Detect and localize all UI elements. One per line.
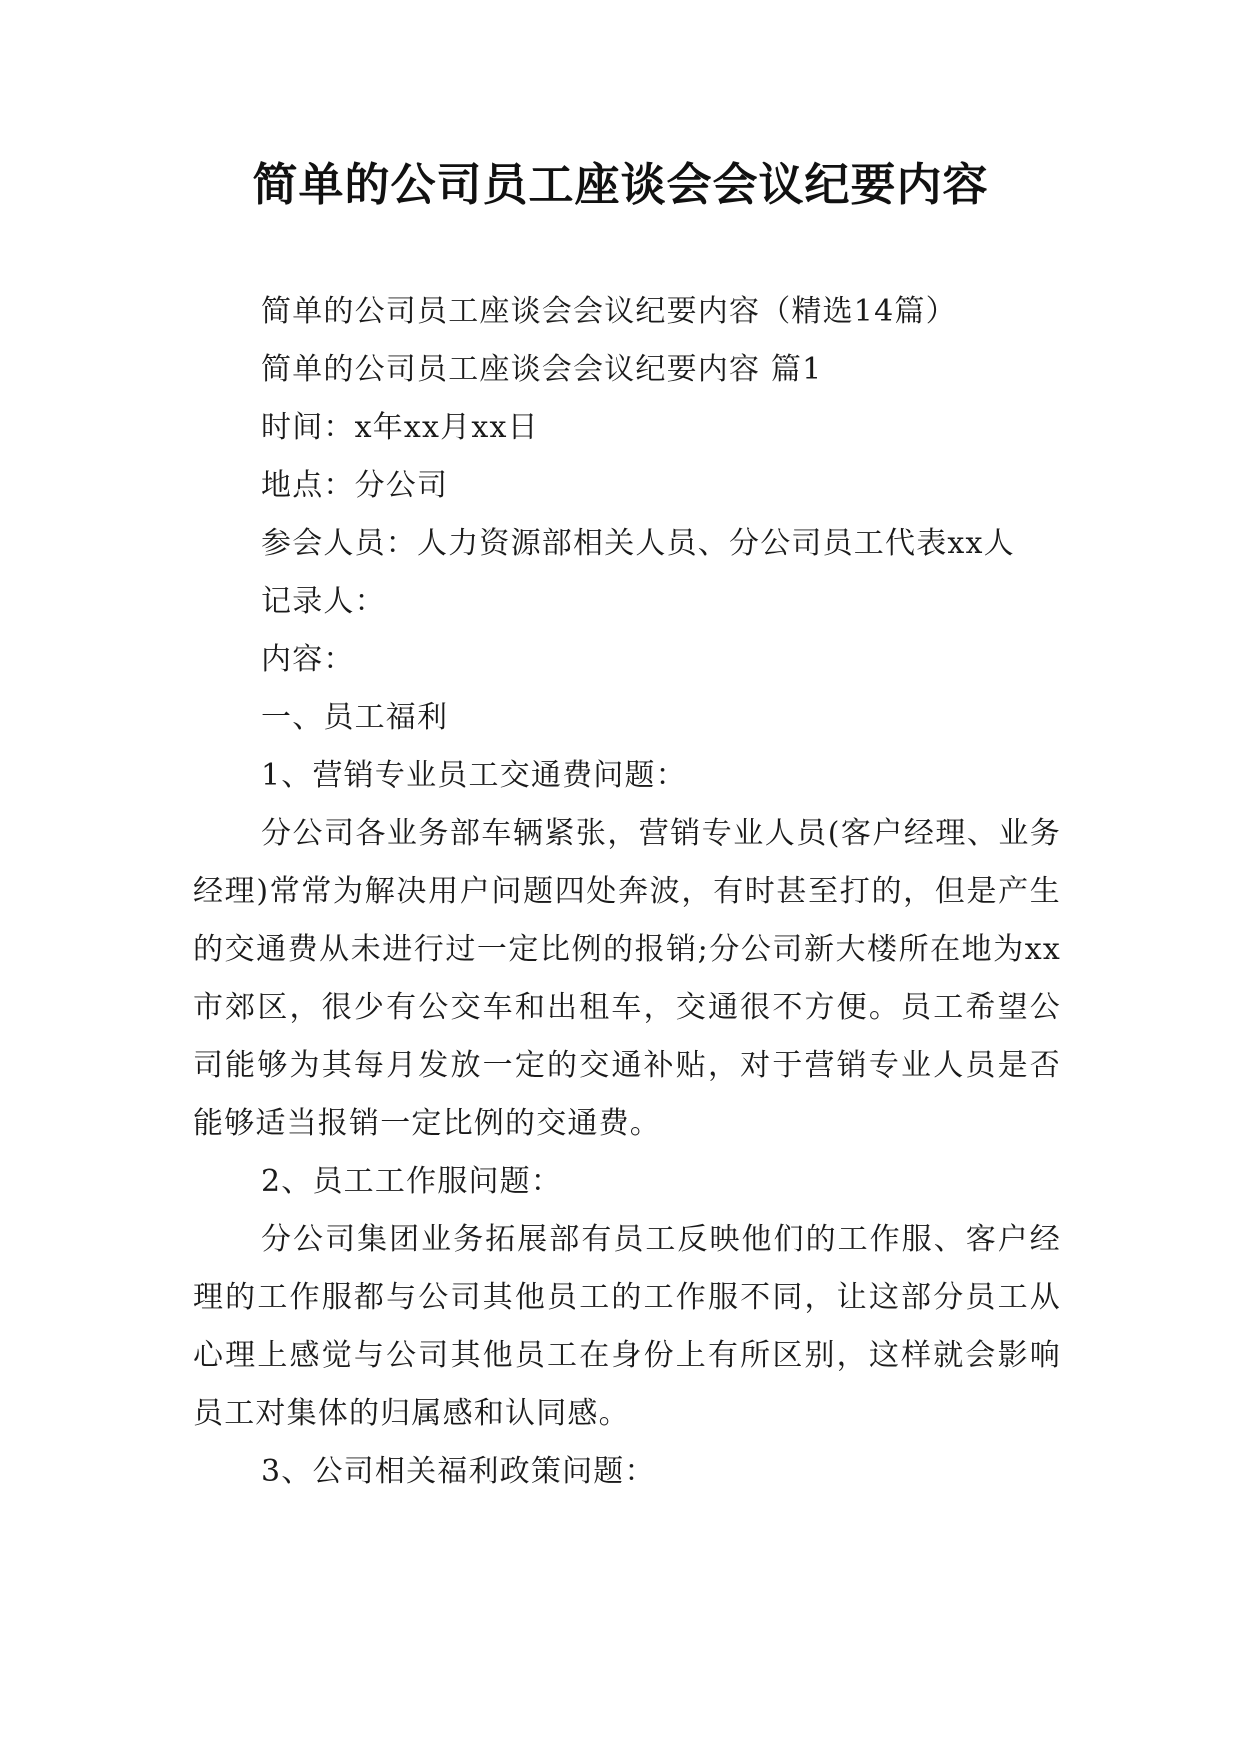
paragraph-item-1-title: 1、营销专业员工交通费问题： — [261, 758, 687, 793]
paragraph-time: 时间：x年xx月xx日 — [261, 410, 539, 445]
paragraph-item-1-body: 分公司各业务部车辆紧张，营销专业人员(客户经理、业务经理)常常为解决用户问题四处奔波，有时甚至打的，但是产生的交通费从未进行过一定比例的报销;分公司新大楼所在地为xx市郊区，很少有公交车和出租车，交通很不方便。员工希望公司能够为其每月发放一定的交通补贴，对于营销专业人员是否能够适当报销一定比例的交通费。 — [193, 816, 1061, 1141]
paragraph-location: 地点：分公司 — [261, 468, 449, 503]
paragraph-subtitle: 简单的公司员工座谈会会议纪要内容（精选14篇） — [261, 294, 957, 329]
paragraph-attendees: 参会人员：人力资源部相关人员、分公司员工代表xx人 — [261, 526, 1015, 561]
paragraph-content-label: 内容： — [261, 642, 355, 677]
paragraph-section-heading: 简单的公司员工座谈会会议纪要内容 篇1 — [261, 352, 823, 387]
paragraph-item-2-title: 2、员工工作服问题： — [261, 1164, 563, 1199]
paragraph-heading-welfare: 一、员工福利 — [261, 700, 449, 735]
document-title: 简单的公司员工座谈会会议纪要内容 — [252, 158, 989, 211]
document-body — [193, 283, 1061, 1501]
paragraph-item-2-body: 分公司集团业务拓展部有员工反映他们的工作服、客户经理的工作服都与公司其他员工的工作服不同，让这部分员工从心理上感觉与公司其他员工在身份上有所区别，这样就会影响员工对集体的归属感和认同感。 — [193, 1222, 1061, 1431]
paragraph-item-3-title: 3、公司相关福利政策问题： — [261, 1454, 656, 1489]
paragraph-recorder: 记录人： — [261, 584, 386, 619]
